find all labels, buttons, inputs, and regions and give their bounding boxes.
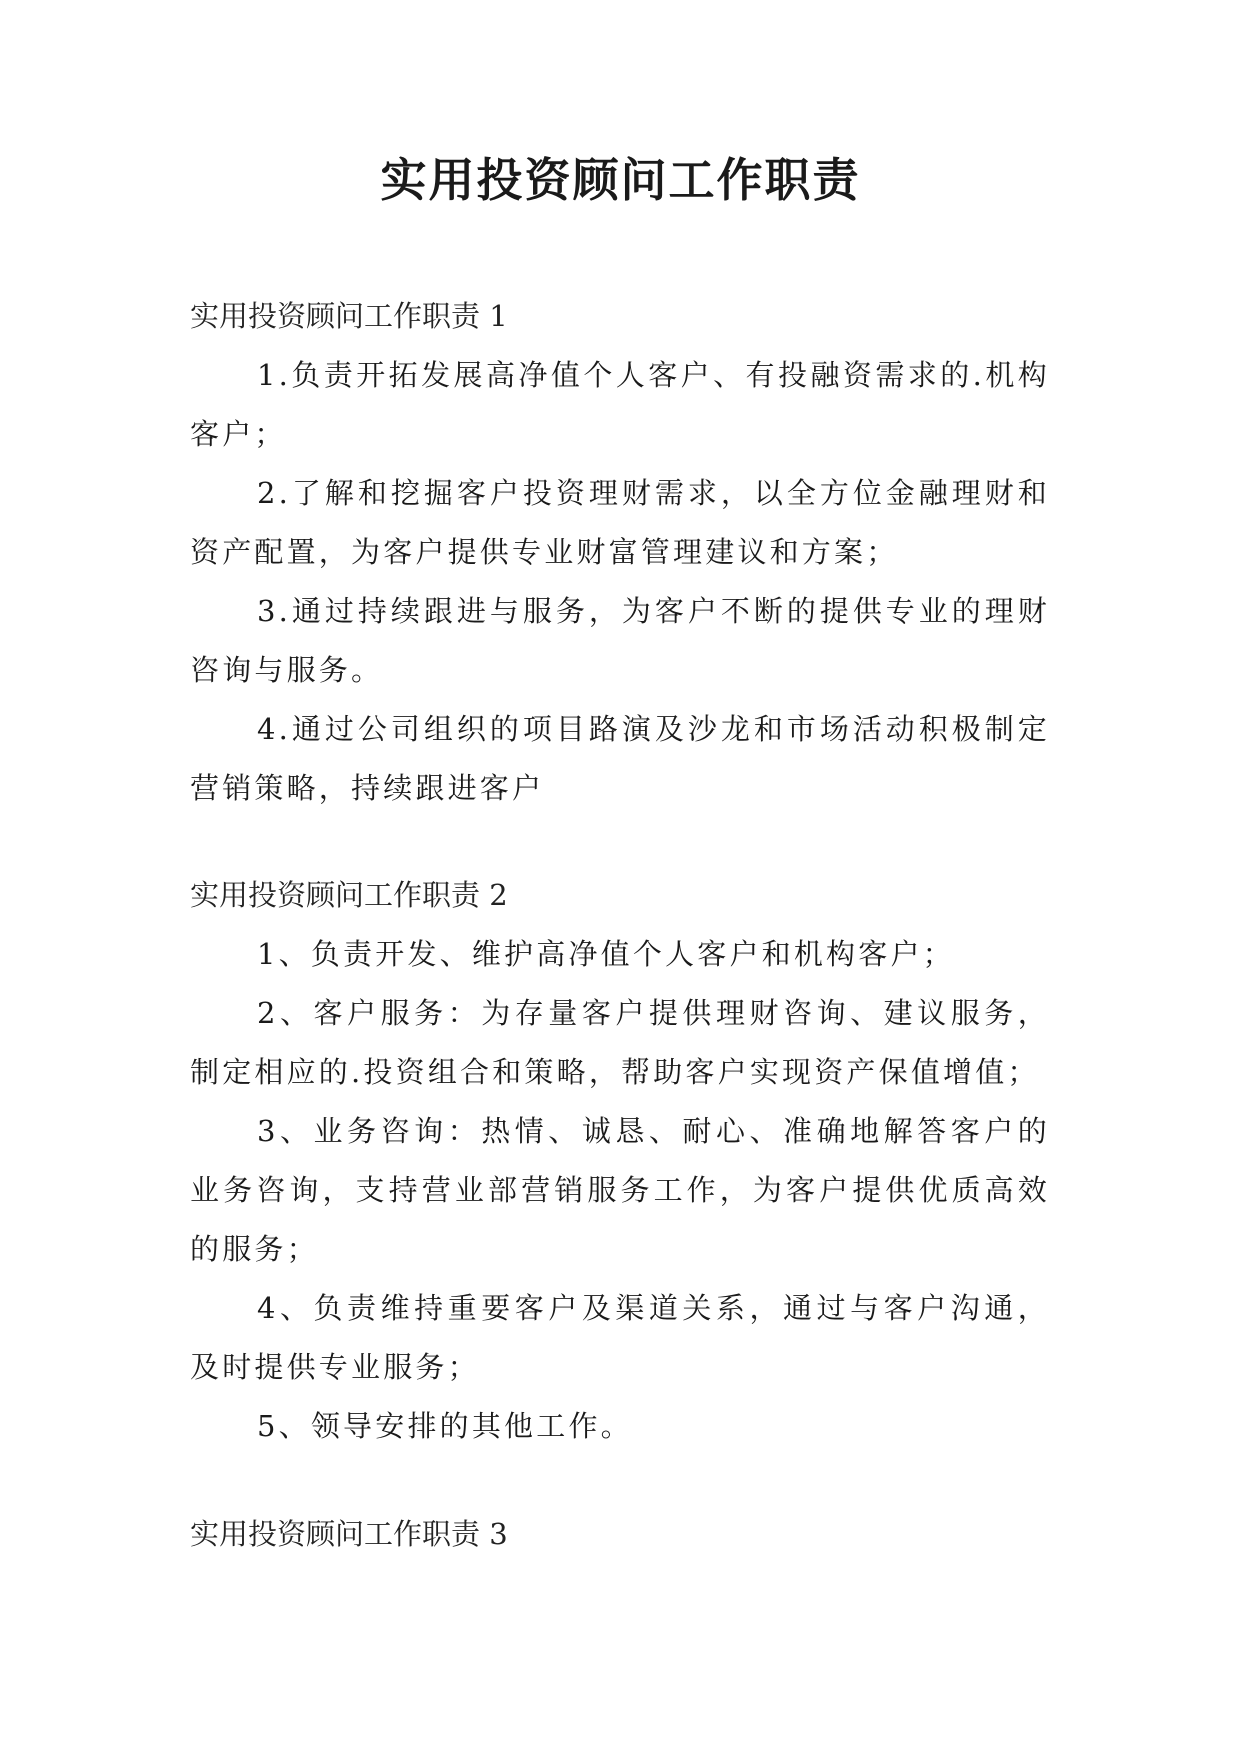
section-2 — [190, 866, 1050, 1456]
list-item: 1.负责开拓发展高净值个人客户、有投融资需求的.机构客户； — [190, 358, 1050, 451]
list-item: 3.通过持续跟进与服务，为客户不断的提供专业的理财咨询与服务。 — [190, 594, 1050, 687]
list-item: 3、业务咨询：热情、诚恳、耐心、准确地解答客户的业务咨询，支持营业部营销服务工作，为客户提供优质高效的服务； — [190, 1114, 1050, 1266]
section-heading: 实用投资顾问工作职责 1 — [190, 299, 508, 333]
list-item: 2.了解和挖掘客户投资理财需求，以全方位金融理财和资产配置，为客户提供专业财富管理建议和方案； — [190, 476, 1050, 569]
section-3 — [190, 1505, 1050, 1564]
section-heading: 实用投资顾问工作职责 3 — [190, 1517, 508, 1551]
list-item: 1、负责开发、维护高净值个人客户和机构客户； — [257, 937, 955, 971]
list-item: 2、客户服务：为存量客户提供理财咨询、建议服务，制定相应的.投资组合和策略，帮助客户实现资产保值增值； — [190, 996, 1050, 1089]
list-item: 4.通过公司组织的项目路演及沙龙和市场活动积极制定营销策略，持续跟进客户 — [190, 712, 1050, 805]
section-heading: 实用投资顾问工作职责 2 — [190, 878, 508, 912]
list-item: 4、负责维持重要客户及渠道关系，通过与客户沟通，及时提供专业服务； — [190, 1291, 1050, 1384]
section-1 — [190, 287, 1050, 818]
list-item: 5、领导安排的其他工作。 — [257, 1409, 633, 1443]
document-title: 实用投资顾问工作职责 — [380, 153, 861, 207]
